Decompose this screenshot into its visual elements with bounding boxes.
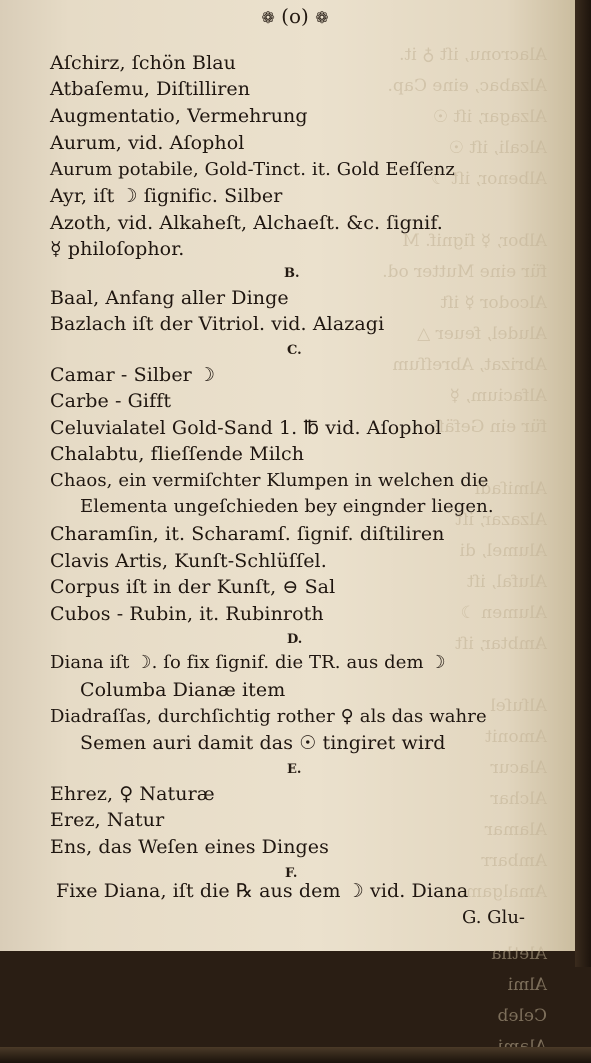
entry-aurum-potabile: Aurum potabile, Gold-Tinct. it. Gold Eeſſenz: [50, 159, 455, 180]
entry-corpus: Corpus iſt in der Kunſt, ⊖ Sal: [50, 576, 336, 598]
entry-erez: Erez, Natur: [50, 809, 165, 831]
section-letter-c: C.: [287, 343, 302, 358]
entry-diadrassas: Diadraſſas, durchſichtig rother ♀ als das wahre: [50, 706, 487, 727]
entry-cubos: Cubos - Rubin, it. Rubinroth: [50, 603, 324, 625]
entry-ehrez: Ehrez, ♀ Naturæ: [50, 783, 215, 805]
page-marker: (o): [281, 4, 309, 28]
entry-celuvialatel: Celuvialatel Gold-Sand 1. ℔ vid. Aſophol: [50, 417, 442, 439]
entry-bazlach: Bazlach iſt der Vitriol. vid. Alazagi: [50, 313, 385, 335]
entry-baal: Baal, Anfang aller Dinge: [50, 287, 289, 309]
section-letter-d: D.: [287, 632, 303, 647]
entry-aurum: Aurum, vid. Aſophol: [50, 132, 245, 154]
page-edge-shadow: [575, 0, 591, 967]
entry-azoth: Azoth, vid. Alkaheſt, Alchaeſt. &c. ſignif.: [50, 212, 443, 234]
section-letter-b: B.: [284, 266, 300, 281]
entry-ayr: Ayr, iſt ☽ ſignific. Silber: [50, 185, 283, 207]
entry-aschirz: Aſchirz, ſchön Blau: [50, 52, 237, 74]
page-bottom-shadow: [0, 1047, 591, 1063]
entry-augmentatio: Augmentatio, Vermehrung: [50, 105, 308, 127]
catchword: G. Glu-: [462, 907, 525, 928]
entry-chaos-cont: Elementa ungeſchieden bey eingnder liegen.: [80, 496, 494, 517]
entry-diadrassas-cont: Semen auri damit das ☉ tingiret wird: [80, 732, 446, 754]
entry-fixe-diana: Fixe Diana, iſt die ℞ aus dem ☽ vid. Diana: [56, 880, 469, 902]
entry-charamsin: Charamſin, it. Scharamſ. ſignif. diſtiliren: [50, 523, 445, 545]
entry-carbe: Carbe - Gifft: [50, 390, 172, 412]
entry-camar: Camar - Silber ☽: [50, 364, 216, 386]
entry-azoth-cont: ☿ philoſophor.: [50, 238, 185, 260]
entry-ens: Ens, das Weſen eines Dinges: [50, 836, 329, 858]
entry-columba: Columba Dianæ item: [80, 679, 286, 701]
entry-clavis-artis: Clavis Artis, Kunſt-Schlüſſel.: [50, 550, 327, 572]
entry-atbasemu: Atbaſemu, Diſtilliren: [50, 78, 251, 100]
section-letter-f: F.: [285, 866, 298, 881]
ornament-left-icon: ❁: [261, 8, 275, 27]
entry-chalabtu: Chalabtu, flieſſende Milch: [50, 443, 305, 465]
ornament-right-icon: ❁: [315, 8, 329, 27]
entry-chaos: Chaos, ein vermiſchter Klumpen in welchen die: [50, 470, 489, 491]
entry-diana: Diana iſt ☽. ſo fix ſignif. die TR. aus dem ☽: [50, 652, 446, 673]
bleed-through-text: Alacronu, iſt ♁ it. Alzabac, eine Cap. Alzagar, iſt ☉ Alcali, iſt ☉ Albenor, iſt ☽ Albor, ☿ ſignif. M für eine Mutter od. Alcodor ☿ iſt Aludel, feuer △ Abrizat, Abreſſum Alfacium, ☿ für ein Gefäſs Almiſadi Alzazar, iſt Alumel, di Alufal, iſt Alumen ☽ Ambtar, iſt Alſuſel Amonit Alacur Alchar Alamar Ambarr Amalgama Aletha Almi Celeb: [382, 45, 547, 1026]
section-letter-e: E.: [287, 762, 302, 777]
page-header: [225, 4, 365, 28]
